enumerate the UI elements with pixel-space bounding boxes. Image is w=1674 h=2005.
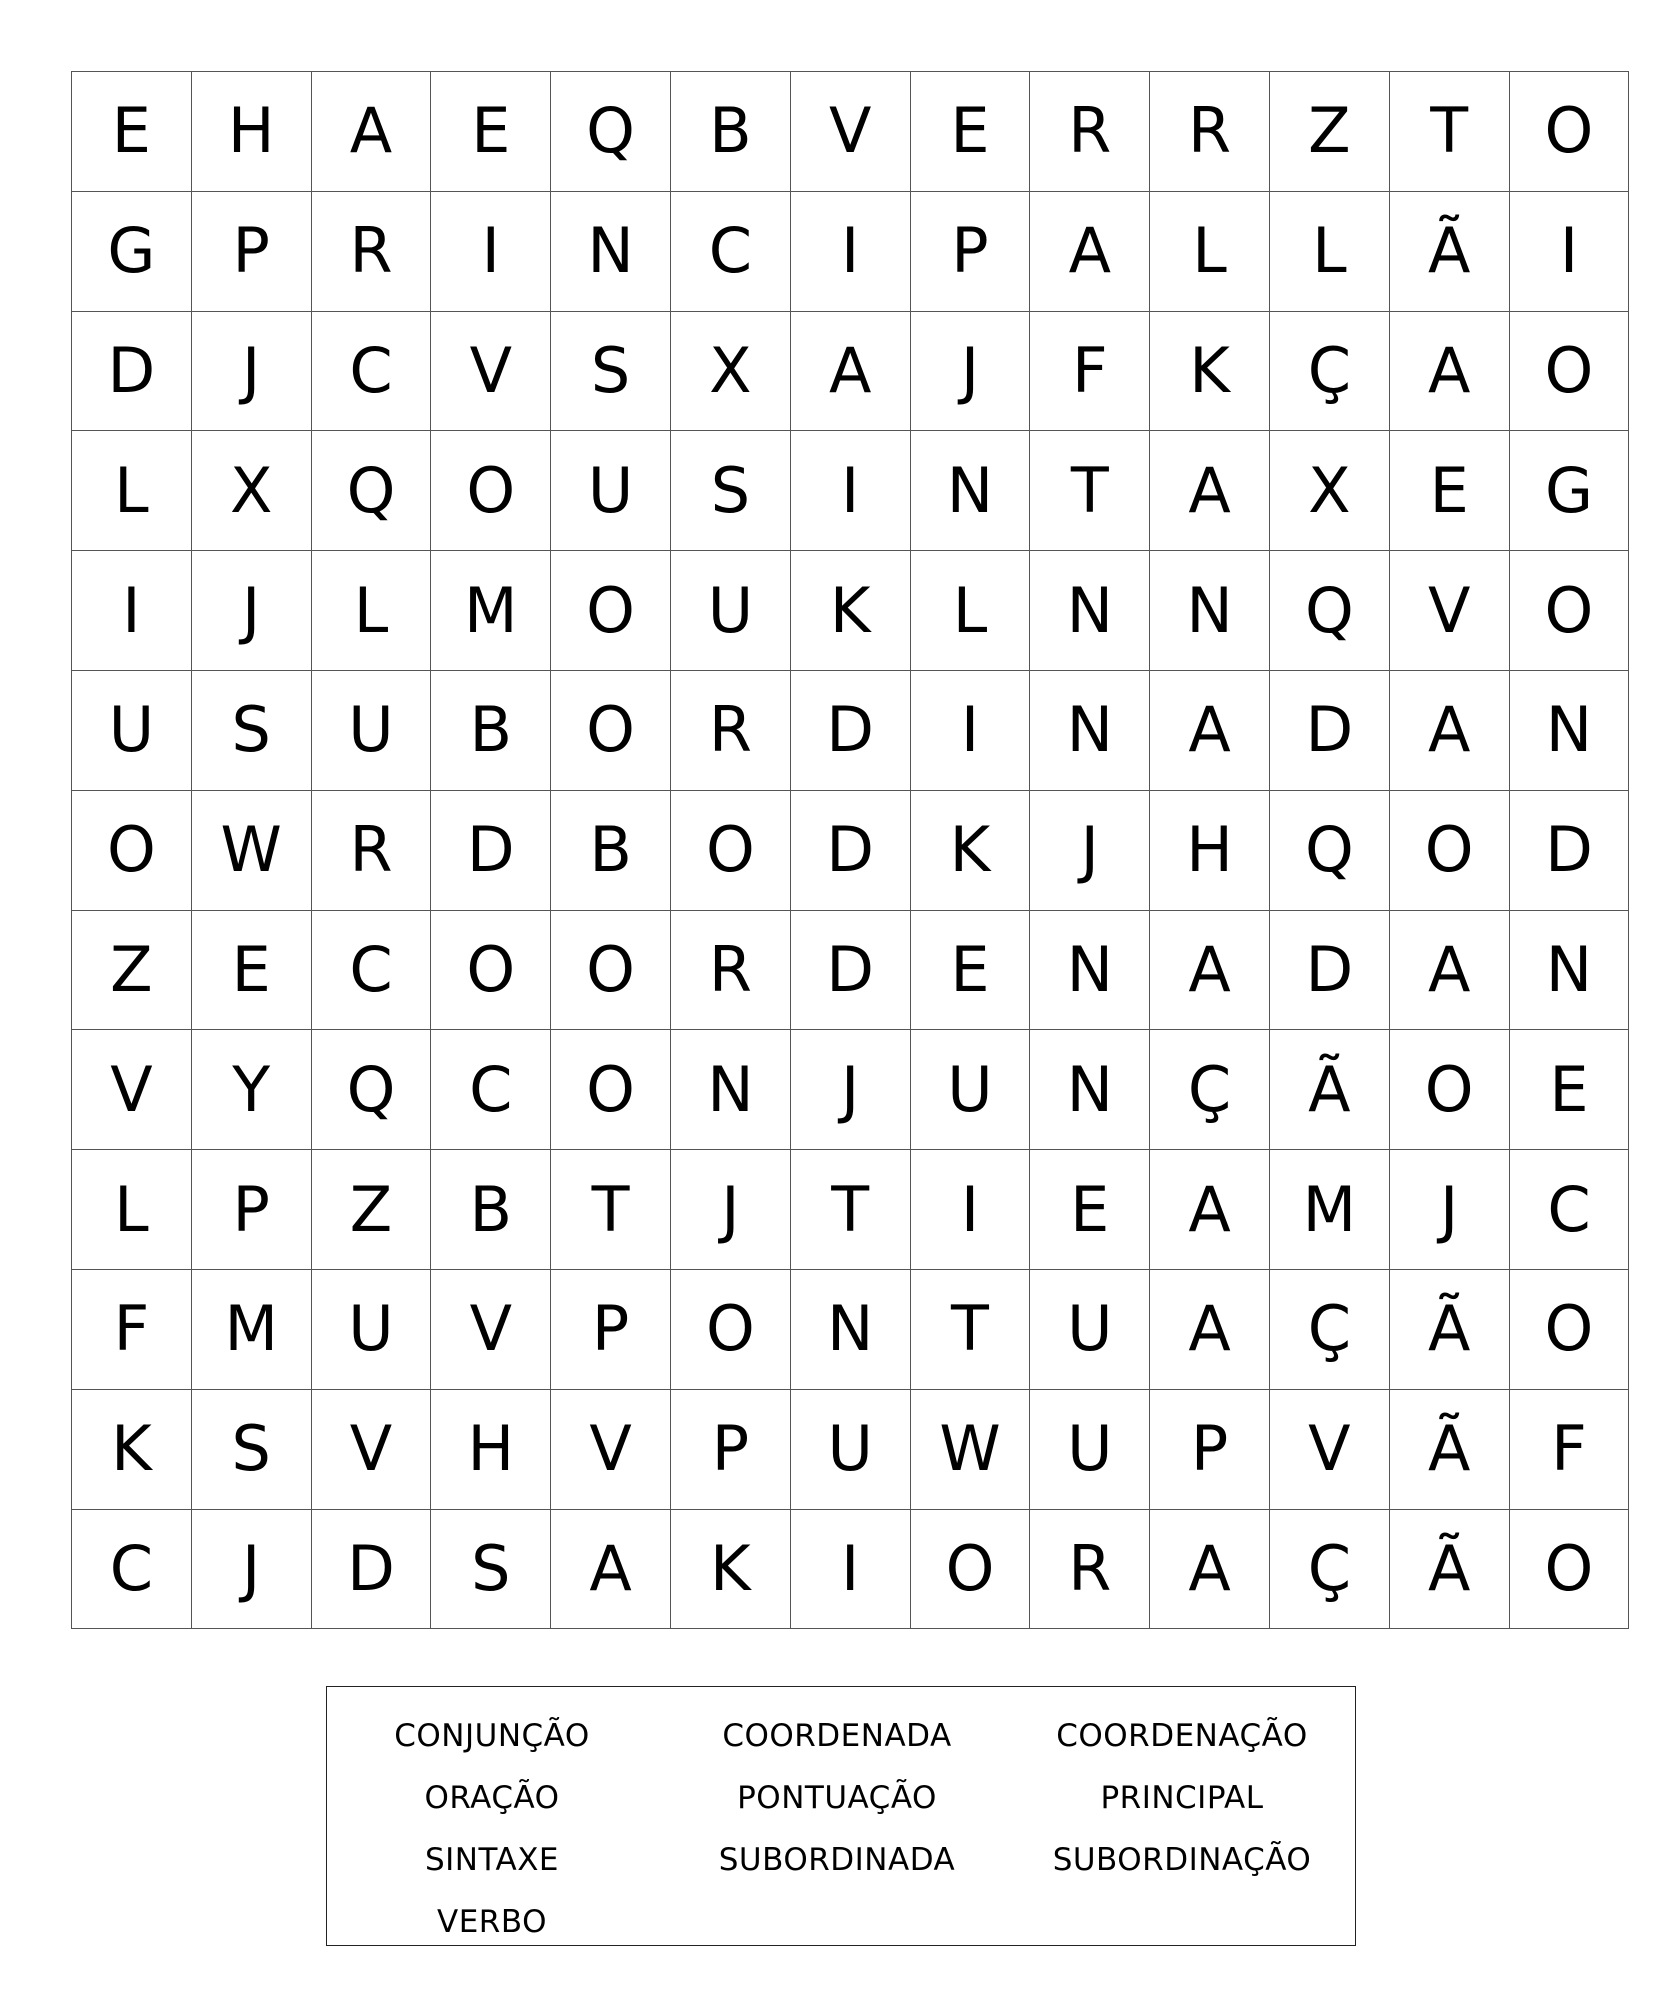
grid-cell[interactable]: D xyxy=(431,790,551,910)
grid-cell[interactable]: A xyxy=(1150,1150,1270,1270)
grid-cell[interactable]: I xyxy=(1509,191,1629,311)
grid-cell[interactable]: A xyxy=(1150,1269,1270,1389)
grid-cell[interactable]: N xyxy=(1030,910,1150,1030)
word-item: ORAÇÃO xyxy=(424,1780,560,1816)
grid-cell[interactable]: T xyxy=(790,1150,910,1270)
word-item: SINTAXE xyxy=(424,1842,560,1878)
grid-cell[interactable]: Ç xyxy=(1150,1030,1270,1150)
grid-cell[interactable]: J xyxy=(1030,790,1150,910)
word-item: SUBORDINAÇÃO xyxy=(1052,1842,1312,1878)
grid-cell[interactable]: J xyxy=(670,1150,790,1270)
grid-cell[interactable]: O xyxy=(72,790,192,910)
grid-cell[interactable]: A xyxy=(1150,670,1270,790)
grid-cell[interactable]: O xyxy=(1509,551,1629,671)
grid-cell[interactable]: Ç xyxy=(1269,1269,1389,1389)
grid-cell[interactable]: J xyxy=(191,551,311,671)
word-list-box xyxy=(326,1686,1356,1946)
grid-cell[interactable]: Z xyxy=(72,910,192,1030)
grid-row xyxy=(72,551,1629,671)
grid-cell[interactable]: E xyxy=(910,910,1030,1030)
grid-cell[interactable]: Ç xyxy=(1269,311,1389,431)
grid-cell[interactable]: O xyxy=(910,1509,1030,1629)
grid-cell[interactable]: Q xyxy=(311,1030,431,1150)
grid-cell[interactable]: V xyxy=(72,1030,192,1150)
grid-row xyxy=(72,1509,1629,1629)
grid-cell[interactable]: D xyxy=(311,1509,431,1629)
grid-row xyxy=(72,72,1629,192)
word-item: VERBO xyxy=(437,1904,547,1940)
grid-cell[interactable]: L xyxy=(72,431,192,551)
grid-cell[interactable]: N xyxy=(1509,670,1629,790)
grid-cell[interactable]: N xyxy=(670,1030,790,1150)
grid-cell[interactable]: L xyxy=(311,551,431,671)
grid-cell[interactable]: Z xyxy=(311,1150,431,1270)
grid-cell[interactable]: U xyxy=(1030,1269,1150,1389)
grid-cell[interactable]: I xyxy=(431,191,551,311)
grid-cell[interactable]: M xyxy=(431,551,551,671)
grid-cell[interactable]: X xyxy=(1269,431,1389,551)
grid-cell[interactable]: C xyxy=(311,910,431,1030)
grid-cell[interactable]: A xyxy=(551,1509,671,1629)
grid-cell[interactable]: L xyxy=(910,551,1030,671)
grid-cell[interactable]: R xyxy=(1030,72,1150,192)
grid-cell[interactable]: Z xyxy=(1269,72,1389,192)
grid-cell[interactable]: D xyxy=(790,790,910,910)
grid-cell[interactable]: I xyxy=(790,1509,910,1629)
grid-cell[interactable]: V xyxy=(311,1389,431,1509)
grid-cell[interactable]: T xyxy=(910,1269,1030,1389)
grid-cell[interactable]: B xyxy=(670,72,790,192)
grid-row xyxy=(72,910,1629,1030)
word-item: PRINCIPAL xyxy=(1100,1780,1264,1816)
grid-cell[interactable]: E xyxy=(1509,1030,1629,1150)
grid-cell[interactable]: B xyxy=(551,790,671,910)
grid-cell[interactable]: N xyxy=(1030,670,1150,790)
grid-cell[interactable]: J xyxy=(191,311,311,431)
grid-cell[interactable]: R xyxy=(311,191,431,311)
grid-cell[interactable]: Y xyxy=(191,1030,311,1150)
grid-cell[interactable]: F xyxy=(72,1269,192,1389)
grid-cell[interactable]: K xyxy=(1150,311,1270,431)
grid-cell[interactable]: D xyxy=(1269,910,1389,1030)
grid-cell[interactable]: O xyxy=(670,1269,790,1389)
grid-cell[interactable]: D xyxy=(72,311,192,431)
grid-cell[interactable]: N xyxy=(1509,910,1629,1030)
grid-cell[interactable]: W xyxy=(910,1389,1030,1509)
grid-cell[interactable]: T xyxy=(1030,431,1150,551)
grid-cell[interactable]: N xyxy=(551,191,671,311)
grid-cell[interactable]: D xyxy=(1269,670,1389,790)
grid-row xyxy=(72,431,1629,551)
grid-cell[interactable]: V xyxy=(1389,551,1509,671)
grid-cell[interactable]: U xyxy=(72,670,192,790)
grid-cell[interactable]: E xyxy=(72,72,192,192)
grid-cell[interactable]: H xyxy=(1150,790,1270,910)
grid-cell[interactable]: A xyxy=(1030,191,1150,311)
grid-row xyxy=(72,311,1629,431)
grid-cell[interactable]: U xyxy=(551,431,671,551)
grid-cell[interactable]: Q xyxy=(551,72,671,192)
grid-cell[interactable]: M xyxy=(191,1269,311,1389)
grid-cell[interactable]: S xyxy=(551,311,671,431)
grid-cell[interactable]: U xyxy=(670,551,790,671)
grid-cell[interactable]: O xyxy=(670,790,790,910)
grid-cell[interactable]: V xyxy=(790,72,910,192)
grid-cell[interactable]: J xyxy=(1389,1150,1509,1270)
grid-cell[interactable]: E xyxy=(431,72,551,192)
word-list-column xyxy=(327,1705,657,1953)
grid-cell[interactable]: R xyxy=(1030,1509,1150,1629)
grid-cell[interactable]: L xyxy=(1150,191,1270,311)
grid-cell[interactable]: O xyxy=(1509,311,1629,431)
grid-cell[interactable]: Q xyxy=(311,431,431,551)
grid-row xyxy=(72,1030,1629,1150)
grid-cell[interactable]: R xyxy=(311,790,431,910)
grid-cell[interactable]: Ã xyxy=(1389,1509,1509,1629)
grid-row xyxy=(72,1269,1629,1389)
grid-cell[interactable]: J xyxy=(191,1509,311,1629)
grid-cell[interactable]: X xyxy=(670,311,790,431)
grid-cell[interactable]: V xyxy=(1269,1389,1389,1509)
grid-cell[interactable]: O xyxy=(1509,1269,1629,1389)
grid-cell[interactable]: K xyxy=(910,790,1030,910)
grid-cell[interactable]: S xyxy=(191,670,311,790)
grid-cell[interactable]: P xyxy=(191,1150,311,1270)
grid-cell[interactable]: Q xyxy=(1269,790,1389,910)
grid-cell[interactable]: I xyxy=(910,670,1030,790)
grid-cell[interactable]: O xyxy=(431,431,551,551)
word-item: CONJUNÇÃO xyxy=(394,1718,590,1754)
grid-cell[interactable]: U xyxy=(311,670,431,790)
grid-cell[interactable]: N xyxy=(1030,551,1150,671)
grid-cell[interactable]: E xyxy=(191,910,311,1030)
grid-cell[interactable]: O xyxy=(551,670,671,790)
grid-cell[interactable]: Ã xyxy=(1269,1030,1389,1150)
grid-cell[interactable]: Ã xyxy=(1389,1389,1509,1509)
grid-cell[interactable]: N xyxy=(910,431,1030,551)
grid-cell[interactable]: N xyxy=(790,1269,910,1389)
grid-cell[interactable]: G xyxy=(1509,431,1629,551)
grid-cell[interactable]: R xyxy=(670,910,790,1030)
grid-cell[interactable]: E xyxy=(910,72,1030,192)
grid-cell[interactable]: F xyxy=(1509,1389,1629,1509)
grid-cell[interactable]: O xyxy=(551,551,671,671)
grid-cell[interactable]: D xyxy=(790,910,910,1030)
grid-cell[interactable]: I xyxy=(72,551,192,671)
grid-cell[interactable]: X xyxy=(191,431,311,551)
grid-cell[interactable]: H xyxy=(191,72,311,192)
word-item: COORDENAÇÃO xyxy=(1056,1718,1308,1754)
grid-cell[interactable]: K xyxy=(670,1509,790,1629)
grid-cell[interactable]: L xyxy=(1269,191,1389,311)
word-list-column xyxy=(1017,1705,1347,1891)
grid-cell[interactable]: A xyxy=(1150,431,1270,551)
grid-cell[interactable]: R xyxy=(1150,72,1270,192)
word-item: SUBORDINADA xyxy=(718,1842,956,1878)
grid-row xyxy=(72,1150,1629,1270)
word-item: COORDENADA xyxy=(722,1718,952,1754)
grid-cell[interactable]: O xyxy=(551,910,671,1030)
grid-cell[interactable]: A xyxy=(1389,670,1509,790)
grid-cell[interactable]: A xyxy=(1389,910,1509,1030)
word-item: PONTUAÇÃO xyxy=(737,1780,937,1816)
grid-cell[interactable]: T xyxy=(1389,72,1509,192)
grid-cell[interactable]: Q xyxy=(1269,551,1389,671)
grid-cell[interactable]: K xyxy=(790,551,910,671)
grid-cell[interactable]: S xyxy=(191,1389,311,1509)
grid-cell[interactable]: E xyxy=(1389,431,1509,551)
grid-cell[interactable]: J xyxy=(790,1030,910,1150)
grid-cell[interactable]: S xyxy=(670,431,790,551)
grid-cell[interactable]: U xyxy=(910,1030,1030,1150)
grid-cell[interactable]: P xyxy=(191,191,311,311)
grid-cell[interactable]: C xyxy=(72,1509,192,1629)
grid-cell[interactable]: A xyxy=(1150,1509,1270,1629)
grid-row xyxy=(72,191,1629,311)
grid-cell[interactable]: P xyxy=(670,1389,790,1509)
grid-cell[interactable]: C xyxy=(311,311,431,431)
grid-cell[interactable]: I xyxy=(790,431,910,551)
grid-cell[interactable]: A xyxy=(790,311,910,431)
grid-cell[interactable]: A xyxy=(311,72,431,192)
grid-row xyxy=(72,1389,1629,1509)
grid-cell[interactable]: D xyxy=(790,670,910,790)
grid-cell[interactable]: L xyxy=(72,1150,192,1270)
grid-cell[interactable]: R xyxy=(670,670,790,790)
grid-cell[interactable]: O xyxy=(1389,790,1509,910)
grid-cell[interactable]: V xyxy=(431,311,551,431)
grid-cell[interactable]: U xyxy=(790,1389,910,1509)
grid-cell[interactable]: E xyxy=(1030,1150,1150,1270)
word-list-column xyxy=(672,1705,1002,1891)
grid-cell[interactable]: U xyxy=(1030,1389,1150,1509)
grid-cell[interactable]: V xyxy=(551,1389,671,1509)
grid-cell[interactable]: N xyxy=(1150,551,1270,671)
grid-cell[interactable]: N xyxy=(1030,1030,1150,1150)
grid-cell[interactable]: V xyxy=(431,1269,551,1389)
grid-cell[interactable]: Ã xyxy=(1389,191,1509,311)
grid-row xyxy=(72,790,1629,910)
grid-cell[interactable]: A xyxy=(1389,311,1509,431)
grid-cell[interactable]: C xyxy=(1509,1150,1629,1270)
grid-cell[interactable]: Ã xyxy=(1389,1269,1509,1389)
grid-cell[interactable]: O xyxy=(1389,1030,1509,1150)
grid-cell[interactable]: O xyxy=(1509,1509,1629,1629)
grid-cell[interactable]: P xyxy=(910,191,1030,311)
grid-cell[interactable]: K xyxy=(72,1389,192,1509)
grid-cell[interactable]: A xyxy=(1150,910,1270,1030)
grid-cell[interactable]: H xyxy=(431,1389,551,1509)
grid-cell[interactable]: S xyxy=(431,1509,551,1629)
grid-cell[interactable]: O xyxy=(1509,72,1629,192)
grid-row xyxy=(72,670,1629,790)
grid-cell[interactable]: D xyxy=(1509,790,1629,910)
grid-cell[interactable]: J xyxy=(910,311,1030,431)
grid-cell[interactable]: U xyxy=(311,1269,431,1389)
grid-cell[interactable]: W xyxy=(191,790,311,910)
grid-cell[interactable]: C xyxy=(670,191,790,311)
grid-cell[interactable]: G xyxy=(72,191,192,311)
grid-cell[interactable]: T xyxy=(551,1150,671,1270)
grid-cell[interactable]: F xyxy=(1030,311,1150,431)
word-search-grid xyxy=(71,71,1629,1629)
grid-cell[interactable]: I xyxy=(910,1150,1030,1270)
grid-cell[interactable]: B xyxy=(431,670,551,790)
grid-cell[interactable]: Ç xyxy=(1269,1509,1389,1629)
grid-cell[interactable]: O xyxy=(551,1030,671,1150)
grid-cell[interactable]: P xyxy=(551,1269,671,1389)
grid-cell[interactable]: B xyxy=(431,1150,551,1270)
grid-cell[interactable]: O xyxy=(431,910,551,1030)
grid-cell[interactable]: C xyxy=(431,1030,551,1150)
grid-cell[interactable]: I xyxy=(790,191,910,311)
grid-cell[interactable]: M xyxy=(1269,1150,1389,1270)
grid-cell[interactable]: P xyxy=(1150,1389,1270,1509)
